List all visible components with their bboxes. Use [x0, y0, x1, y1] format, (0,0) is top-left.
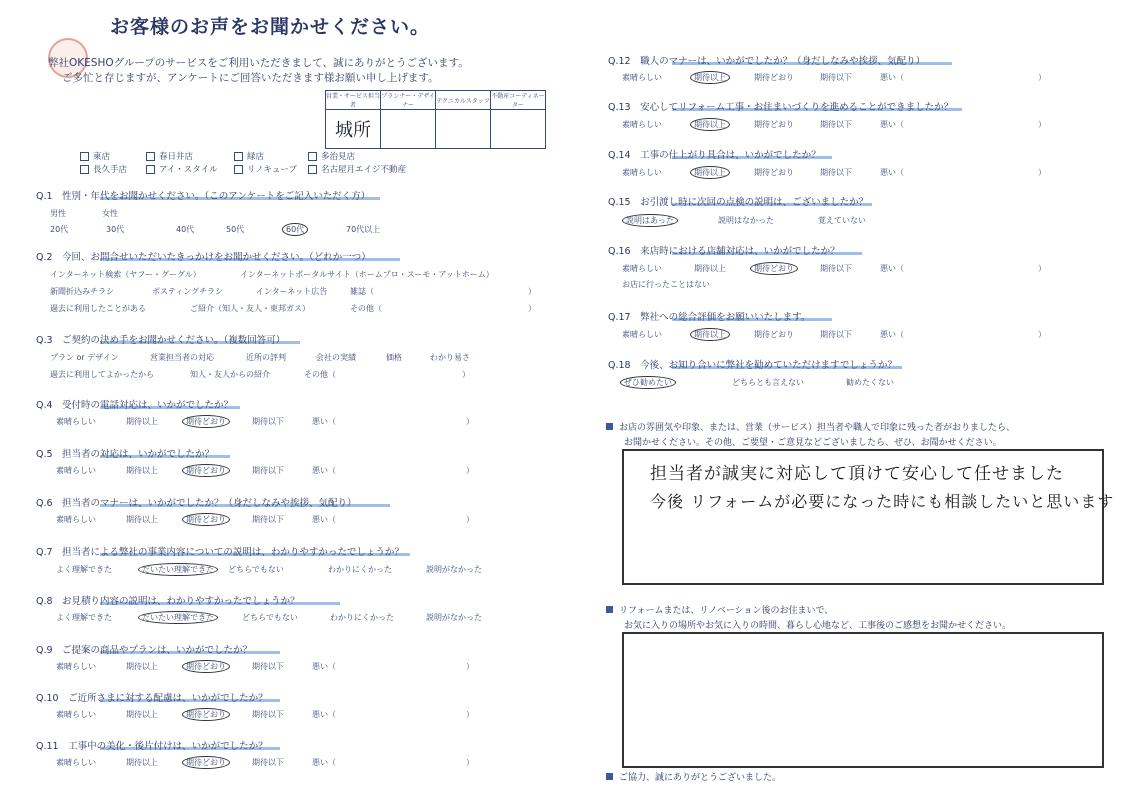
question-15: Q.15 お引渡し時に次回の点検の説明は、ございましたか？: [608, 197, 869, 208]
option[interactable]: 20代: [50, 225, 69, 234]
option[interactable]: 期待以下: [252, 515, 284, 524]
option[interactable]: 素晴らしい: [56, 417, 96, 426]
comment2-prompt-1: リフォームまたは、リノベーション後のお住まいで、: [606, 603, 833, 616]
option[interactable]: 期待以下: [252, 417, 284, 426]
option[interactable]: 会社の実績: [316, 353, 356, 362]
paren-close: ）: [1038, 168, 1046, 177]
option[interactable]: 悪い（: [312, 710, 336, 719]
comment1-textarea[interactable]: [622, 449, 1115, 585]
q16-options: [622, 263, 1062, 293]
option-selected[interactable]: 期待どおり: [182, 660, 230, 673]
option[interactable]: ご紹介（知人・友人・東邦ガス）: [190, 304, 310, 313]
option[interactable]: 期待以上: [694, 264, 726, 273]
paren-close: ）: [466, 466, 474, 475]
option[interactable]: インターネットポータルサイト（ホームプロ・スーモ・アットホーム）: [240, 270, 494, 279]
option[interactable]: 悪い（: [880, 73, 904, 82]
option[interactable]: 期待以下: [820, 120, 852, 129]
option[interactable]: 悪い（: [312, 417, 336, 426]
option[interactable]: 説明はなかった: [718, 216, 774, 225]
option[interactable]: 悪い（: [312, 758, 336, 767]
question-18: Q.18 今後、お知り合いに弊社を勧めていただけますでしょうか？: [608, 360, 897, 371]
option[interactable]: 悪い（: [312, 466, 336, 475]
option[interactable]: インターネット広告: [256, 287, 328, 296]
handwritten-staff-name: 城所: [335, 120, 371, 141]
intro-line-1: 弊社OKESHOグループのサービスをご利用いただきまして、誠にありがとうございます。: [48, 57, 469, 69]
option[interactable]: 新聞折込みチラシ: [50, 287, 114, 296]
option-selected[interactable]: 期待どおり: [182, 415, 230, 428]
option-selected[interactable]: だいたい理解できた: [138, 611, 218, 624]
option-selected[interactable]: 期待どおり: [182, 756, 230, 769]
q9-options: [56, 661, 496, 675]
option[interactable]: どちらとも言えない: [732, 378, 804, 387]
option[interactable]: 素晴らしい: [56, 710, 96, 719]
option[interactable]: 女性: [102, 209, 118, 218]
shop-option[interactable]: 緑店: [234, 150, 264, 162]
option[interactable]: 期待以下: [820, 168, 852, 177]
shop-option[interactable]: 春日井店: [146, 150, 193, 162]
option[interactable]: 30代: [106, 225, 125, 234]
square-bullet-icon: [606, 606, 613, 613]
q11-options: [56, 757, 496, 771]
checked-checkbox-icon[interactable]: [80, 165, 89, 174]
option-selected[interactable]: 期待以上: [690, 328, 730, 341]
option[interactable]: 悪い（: [312, 662, 336, 671]
comment2-prompt-2: お気に入りの場所やお気に入りの時間、暮らし心地など、工事後のご感想をお聞かせください。: [624, 621, 1012, 631]
option-selected[interactable]: だいたい理解できた: [138, 563, 218, 576]
q3-options: [50, 352, 530, 386]
option[interactable]: わかりにくかった: [328, 565, 392, 574]
option[interactable]: 期待以上: [126, 466, 158, 475]
option[interactable]: 期待以下: [820, 330, 852, 339]
paren-close: ）: [466, 758, 474, 767]
paren-close: ）: [528, 287, 536, 296]
paren-close: ）: [462, 370, 470, 379]
option[interactable]: よく理解できた: [56, 613, 112, 622]
checkbox-icon[interactable]: [146, 165, 155, 174]
page-title: お客様のお声をお聞かせください。: [110, 16, 431, 38]
option[interactable]: 覚えていない: [818, 216, 866, 225]
q17-options: [622, 329, 1062, 343]
option-selected[interactable]: 期待以上: [690, 166, 730, 179]
q7-options: [56, 564, 496, 578]
option-selected[interactable]: ぜひ勧めたい: [620, 376, 676, 389]
question-11: Q.11 工事中の美化・後片付けは、いかがでしたか？: [36, 741, 268, 752]
shop-option-checked[interactable]: 長久手店: [80, 163, 127, 175]
square-bullet-icon: [606, 423, 613, 430]
paren-close: ）: [466, 710, 474, 719]
paren-close: ）: [1038, 330, 1046, 339]
option[interactable]: 悪い（: [312, 515, 336, 524]
option[interactable]: 期待以上: [126, 417, 158, 426]
option[interactable]: 男性: [50, 209, 66, 218]
option[interactable]: 50代: [226, 225, 245, 234]
shop-checklist: [80, 150, 440, 180]
option[interactable]: 素晴らしい: [56, 758, 96, 767]
staff-header: 不動産コーディネーター: [491, 91, 546, 110]
question-16: Q.16 来店時における店舗対応は、いかがでしたか？: [608, 246, 840, 257]
option[interactable]: 勧めたくない: [846, 378, 894, 387]
staff-cell-realestate[interactable]: [491, 110, 546, 149]
option[interactable]: 素晴らしい: [622, 330, 662, 339]
question-2: Q.2 今回、お問合せいただいたきっかけをお聞かせください。（どれか一つ）: [36, 252, 371, 263]
option[interactable]: 期待どおり: [754, 330, 794, 339]
comment1-prompt-1: お店の雰囲気や印象、または、営業（サービス）担当者や職人で印象に残った者がおりましたら、: [606, 420, 1015, 433]
checkbox-icon[interactable]: [234, 152, 243, 161]
option[interactable]: 素晴らしい: [622, 73, 662, 82]
option[interactable]: 期待以上: [126, 710, 158, 719]
footer-thanks: ご協力、誠にありがとうございました。: [606, 770, 781, 783]
q1-options: [50, 208, 530, 238]
option[interactable]: 営業担当者の対応: [150, 353, 214, 362]
option[interactable]: 期待以下: [252, 710, 284, 719]
q15-options: [622, 215, 1062, 229]
q2-options: [50, 269, 550, 319]
option[interactable]: 説明がなかった: [426, 565, 482, 574]
q5-options: [56, 465, 496, 479]
option[interactable]: 悪い（: [880, 120, 904, 129]
question-12: Q.12 職人のマナーは、いかがでしたか？（身だしなみや挨拶、気配り）: [608, 56, 926, 67]
q10-options: [56, 709, 496, 723]
option[interactable]: 期待以下: [820, 264, 852, 273]
option[interactable]: 期待どおり: [754, 73, 794, 82]
option[interactable]: 40代: [176, 225, 195, 234]
option[interactable]: 期待以上: [126, 662, 158, 671]
option[interactable]: 悪い（: [880, 168, 904, 177]
option[interactable]: インターネット検索（ヤフー・グーグル）: [50, 270, 201, 279]
shop-option[interactable]: 東店: [80, 150, 110, 162]
handwritten-comment-line-1: 担当者が誠実に対応して頂けて安心して任せました: [650, 464, 1064, 484]
option[interactable]: 期待どおり: [754, 168, 794, 177]
question-1: Q.1 性別・年代をお聞かせください。（このアンケートをご記入いただく方）: [36, 191, 371, 202]
option[interactable]: お店に行ったことはない: [622, 280, 710, 289]
checkbox-icon[interactable]: [80, 152, 89, 161]
option-selected[interactable]: 説明はあった: [622, 214, 678, 227]
checkbox-icon[interactable]: [234, 165, 243, 174]
option[interactable]: 知人・友人からの紹介: [190, 370, 270, 379]
handwritten-comment-line-2: 今後 リフォームが必要になった時にも相談したいと思います: [650, 492, 1115, 511]
checkbox-icon[interactable]: [146, 152, 155, 161]
option[interactable]: 過去に利用したことがある: [50, 304, 146, 313]
question-5: Q.5 担当者の対応は、いかがでしたか？: [36, 449, 215, 460]
option[interactable]: 期待以上: [126, 758, 158, 767]
checkbox-icon[interactable]: [308, 165, 317, 174]
q8-options: [56, 612, 496, 626]
q4-options: [56, 416, 496, 430]
option-selected[interactable]: 60代: [282, 223, 308, 236]
option-selected[interactable]: 期待どおり: [182, 464, 230, 477]
comment2-textarea[interactable]: [622, 632, 1104, 768]
option[interactable]: 雑誌（: [350, 287, 374, 296]
option[interactable]: 期待以下: [820, 73, 852, 82]
paren-close: ）: [466, 417, 474, 426]
question-14: Q.14 工事の仕上がり具合は、いかがでしたか？: [608, 150, 821, 161]
option[interactable]: どちらでもない: [228, 565, 284, 574]
option[interactable]: わかりにくかった: [330, 613, 394, 622]
paren-close: ）: [466, 515, 474, 524]
option[interactable]: 説明がなかった: [426, 613, 482, 622]
question-7: Q.7 担当者による弊社の事業内容についての説明は、わかりやすかったでしょうか？: [36, 547, 404, 558]
option[interactable]: どちらでもない: [242, 613, 298, 622]
q18-options: [622, 377, 1062, 391]
option[interactable]: 70代以上: [346, 225, 381, 234]
option[interactable]: その他（: [304, 370, 336, 379]
option[interactable]: わかり易さ: [430, 353, 470, 362]
option-selected[interactable]: 期待以上: [690, 71, 730, 84]
question-10: Q.10 ご近所さまに対する配慮は、いかがでしたか？: [36, 693, 268, 704]
option[interactable]: 素晴らしい: [56, 515, 96, 524]
staff-table: [325, 90, 546, 149]
option-selected[interactable]: 期待以上: [690, 118, 730, 131]
option[interactable]: 期待以下: [252, 662, 284, 671]
staff-cell-sales[interactable]: [326, 110, 381, 149]
option[interactable]: 悪い（: [880, 264, 904, 273]
comment1-prompt-2: お聞かせください。その他、ご要望・ご意見などございましたら、ぜひ、お聞かせください。: [624, 438, 1002, 448]
question-13: Q.13 安心してリフォーム工事・お住まいづくりを進めることができましたか？: [608, 102, 954, 113]
option[interactable]: 期待以上: [126, 515, 158, 524]
q14-options: [622, 167, 1062, 181]
option-selected[interactable]: 期待どおり: [182, 708, 230, 721]
square-bullet-icon: [606, 773, 613, 780]
shop-option[interactable]: 多治見店: [308, 150, 355, 162]
staff-cell-tech[interactable]: [436, 110, 491, 149]
option[interactable]: 期待どおり: [754, 120, 794, 129]
option[interactable]: 素晴らしい: [56, 466, 96, 475]
paren-close: ）: [528, 304, 536, 313]
q6-options: [56, 514, 496, 528]
option[interactable]: プラン or デザイン: [50, 353, 119, 362]
option[interactable]: 期待以下: [252, 466, 284, 475]
shop-option[interactable]: リノキューブ: [234, 163, 297, 175]
question-17: Q.17 弊社への総合評価をお願いいたします。: [608, 312, 811, 323]
option[interactable]: 素晴らしい: [622, 120, 662, 129]
option[interactable]: よく理解できた: [56, 565, 112, 574]
paren-close: ）: [466, 662, 474, 671]
shop-option[interactable]: 名古屋月エイジ不動産: [308, 163, 406, 175]
paren-close: ）: [1038, 120, 1046, 129]
question-6: Q.6 担当者のマナーは、いかがでしたか？（身だしなみや挨拶、気配り）: [36, 498, 357, 509]
question-9: Q.9 ご提案の商品やプランは、いかがでしたか？: [36, 645, 253, 656]
paren-close: ）: [1038, 264, 1046, 273]
staff-header: プランナー・デザイナー: [381, 91, 436, 110]
option-selected[interactable]: 期待どおり: [182, 513, 230, 526]
option[interactable]: 素晴らしい: [622, 264, 662, 273]
option[interactable]: 素晴らしい: [56, 662, 96, 671]
checkbox-icon[interactable]: [308, 152, 317, 161]
question-8: Q.8 お見積り内容の説明は、わかりやすかったでしょうか？: [36, 596, 300, 607]
option[interactable]: 過去に利用してよかったから: [50, 370, 154, 379]
q13-options: [622, 119, 1062, 133]
option[interactable]: 悪い（: [880, 330, 904, 339]
question-4: Q.4 受付時の電話対応は、いかがでしたか？: [36, 400, 234, 411]
option[interactable]: ポスティングチラシ: [152, 287, 224, 296]
option[interactable]: その他（: [350, 304, 382, 313]
option[interactable]: 素晴らしい: [622, 168, 662, 177]
option[interactable]: 期待以下: [252, 758, 284, 767]
intro-line-2: ご多忙と存じますが、アンケートにご回答いただきます様お願い申し上げます。: [62, 72, 439, 84]
paren-close: ）: [1038, 73, 1046, 82]
q12-options: [622, 72, 1062, 86]
option[interactable]: 近所の評判: [246, 353, 286, 362]
option[interactable]: 価格: [386, 353, 402, 362]
staff-header: 営業・サービス担当者: [326, 91, 381, 110]
shop-option[interactable]: アイ・スタイル: [146, 163, 218, 175]
staff-header: テクニカルスタッフ: [436, 91, 491, 110]
option-selected[interactable]: 期待どおり: [750, 262, 798, 275]
question-3: Q.3 ご契約の決め手をお聞かせください。（複数回答可）: [36, 335, 286, 346]
staff-cell-planner[interactable]: [381, 110, 436, 149]
